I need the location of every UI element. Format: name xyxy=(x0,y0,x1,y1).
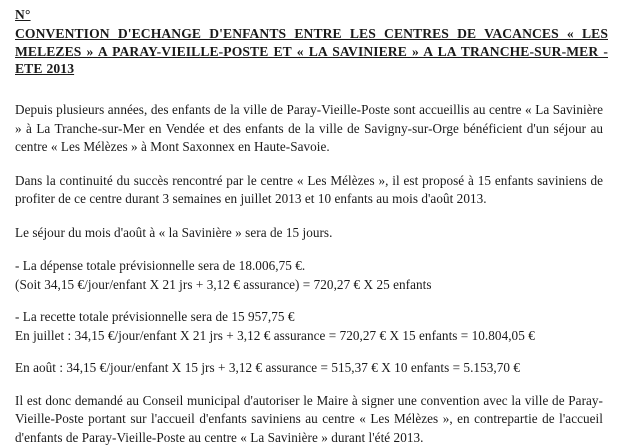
paragraph-stay-duration: Le séjour du mois d'août à « la Savinière » sera de 15 jours. xyxy=(15,224,603,243)
paragraph-conclusion: Il est donc demandé au Conseil municipal d'autoriser le Maire à signer une convention avec la ville de Paray-Vieille-Poste portant sur l'accueil d'enfants saviniens au centre « Les Mélèzes », en contrepartie de l'accueil d'enfants de Paray-Vieille-Poste au centre « La Savinière » durant l'été 2013. xyxy=(15,392,603,447)
expense-detail-line: (Soit 34,15 €/jour/enfant X 21 jrs + 3,12 € assurance) = 720,27 € X 25 enfants xyxy=(15,276,603,295)
document-body xyxy=(15,101,603,447)
document-header xyxy=(15,6,608,78)
reference-number-label: N° xyxy=(15,7,31,23)
expense-total-line: - La dépense totale prévisionnelle sera de 18.006,75 €. xyxy=(15,257,603,276)
revenue-july-line: En juillet : 34,15 €/jour/enfant X 21 jrs + 3,12 € assurance = 720,27 € X 15 enfants = 10.804,05 € xyxy=(15,327,603,346)
page-title: CONVENTION D'ECHANGE D'ENFANTS ENTRE LES CENTRES DE VACANCES « LES MELEZES » A PARAY-VIEILLE-POSTE ET « LA SAVINIERE » A LA TRANCHE-SUR-MER - ETE 2013 xyxy=(15,25,608,78)
paragraph-proposal: Dans la continuité du succès rencontré par le centre « Les Mélèzes », il est proposé à 15 enfants saviniens de profiter de ce centre durant 3 semaines en juillet 2013 et 10 enfants au mois d'août 2013. xyxy=(15,172,603,209)
paragraph-introduction: Depuis plusieurs années, des enfants de la ville de Paray-Vieille-Poste sont accueillis au centre « La Savinière » à La Tranche-sur-Mer en Vendée et des enfants de la ville de Savigny-sur-Orge bénéficient d'un séjour au centre « Les Mélèzes » à Mont Saxonnex en Haute-Savoie. xyxy=(15,101,603,157)
revenue-total-line: - La recette totale prévisionnelle sera de 15 957,75 € xyxy=(15,308,603,327)
revenue-august-line: En août : 34,15 €/jour/enfant X 15 jrs + 3,12 € assurance = 515,37 € X 10 enfants = 5.153,70 € xyxy=(15,359,603,378)
